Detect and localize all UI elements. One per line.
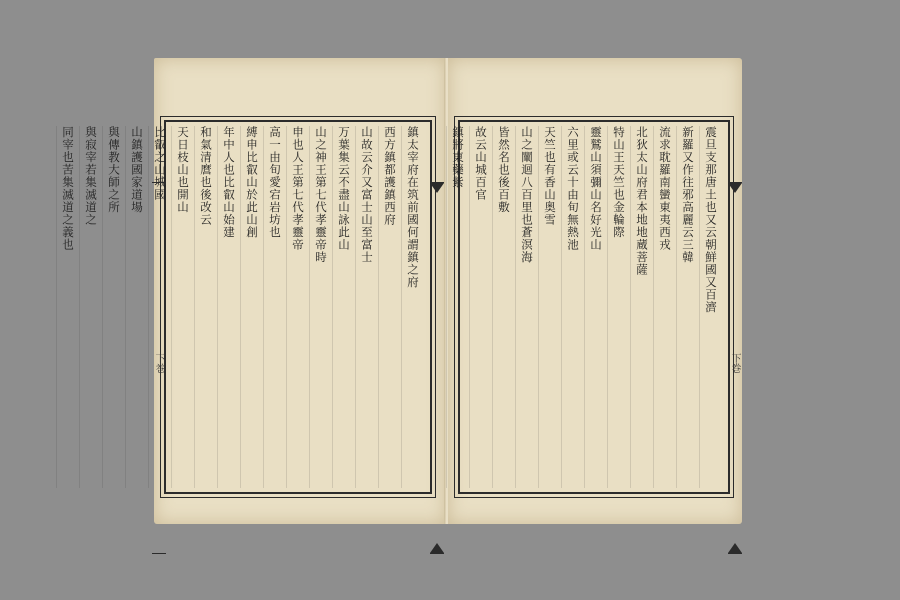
text-column: 震旦支那唐土也又云朝鮮國又百濟 (699, 126, 722, 488)
fishtail-mark-top (728, 183, 742, 193)
left-outer-margin (152, 182, 166, 554)
text-column: 山鎮護國家道場 (125, 126, 148, 488)
text-column: 縛申比叡山於此山創 (240, 126, 263, 488)
text-column: 新羅又作往邪高麗云三韓 (676, 126, 699, 488)
text-column: 山之闡迴八百里也蒼溟海 (515, 126, 538, 488)
text-column: 靈鷲山須彌山名好光山 (584, 126, 607, 488)
text-column: 山故云介又富士山至富士 (355, 126, 378, 488)
text-column: 山之神王第七代孝靈帝時 (309, 126, 332, 488)
text-column: 天竺也有香山奥雪 (538, 126, 561, 488)
right-columns (451, 126, 722, 488)
fishtail-mark-bottom (728, 543, 742, 553)
text-column: 万葉集云不盡山詠此山 (332, 126, 355, 488)
text-column: 與寂宰若集滅道之 (79, 126, 102, 488)
fishtail-mark-top (430, 183, 444, 193)
right-page (448, 58, 742, 524)
text-column: 同宰也苦集滅道之義也 (56, 126, 79, 488)
text-column: 流求耽羅南蠻東夷西戎 (653, 126, 676, 488)
text-column: 六里或云十由旬無熱池 (561, 126, 584, 488)
fishtail-mark-bottom (430, 543, 444, 553)
text-column: 與傳教大師之所 (102, 126, 125, 488)
text-column: 鎮太宰府在筑前國何謂鎮之府 (401, 126, 424, 488)
text-column: 比叡之山城國 (148, 126, 171, 488)
text-column: 特山王天竺也金輪際 (607, 126, 630, 488)
left-text-frame (61, 120, 432, 494)
text-column: 年中人也比叡山始建 (217, 126, 240, 488)
left-margin-title: 下巻 (153, 353, 164, 373)
right-margin-title: 下巻 (729, 353, 740, 373)
open-book (61, 54, 750, 530)
text-column: 西方鎮都護鎮西府 (378, 126, 401, 488)
text-column: 故云山城百官 (469, 126, 492, 488)
text-column: 申也人王第七代孝靈帝 (286, 126, 309, 488)
left-page-fold-margin (430, 182, 444, 554)
text-column: 皆然名也後百敷 (492, 126, 515, 488)
text-column: 鎮將東藥紫 (446, 126, 469, 488)
text-column: 北狄太山府君本地地蔵菩薩 (630, 126, 653, 488)
right-page-fold-margin (728, 182, 742, 554)
right-text-frame (451, 120, 740, 494)
text-column: 和氣清麿也後改云 (194, 126, 217, 488)
left-page (61, 58, 446, 524)
text-column: 天日枝山也開山 (171, 126, 194, 488)
text-column: 高一由旬愛宕岩坊也 (263, 126, 286, 488)
